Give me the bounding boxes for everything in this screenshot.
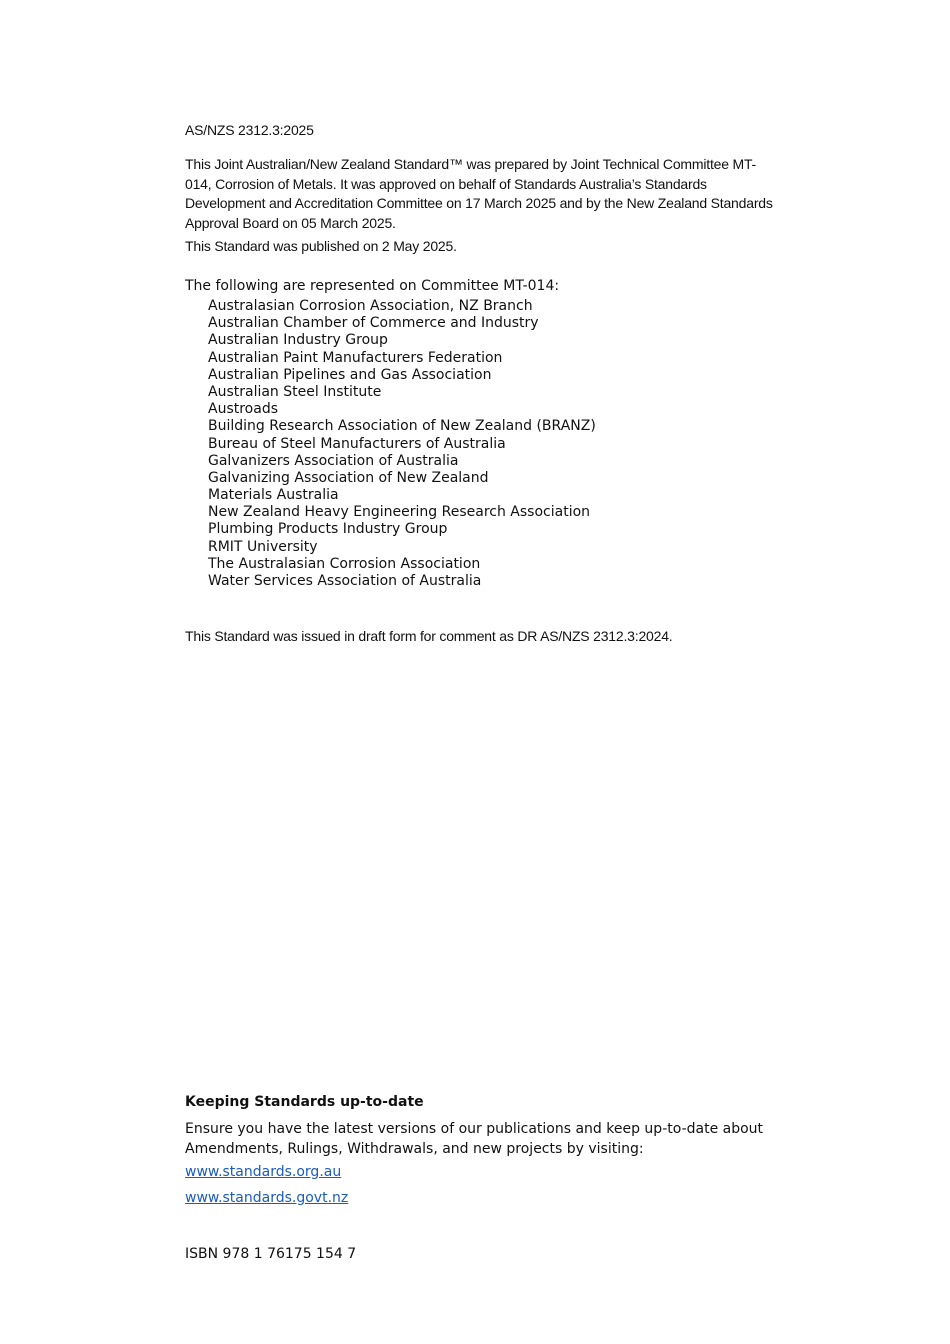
committee-member-item: Australasian Corrosion Association, NZ Branch [208,298,533,314]
committee-member-item: Building Research Association of New Zealand (BRANZ) [208,418,596,435]
committee-member-item: Galvanizing Association of New Zealand [208,469,489,486]
keeping-up-to-date-text: Ensure you have the latest versions of our publications and keep up-to-date about Amendments, Rulings, Withdrawals, and new projects by visiting: [185,1121,764,1157]
committee-member-item: Materials Australia [208,487,339,504]
committee-member-item: RMIT University [208,538,318,555]
committee-member-list [208,298,596,590]
committee-member-item: The Australasian Corrosion Association [208,555,481,572]
document-designation: AS/NZS 2312.3:2025 [185,122,314,138]
committee-member-item: Bureau of Steel Manufacturers of Australia [208,435,506,452]
standards-australia-link[interactable]: www.standards.org.au [185,1164,342,1180]
committee-member-item: Water Services Association of Australia [208,573,482,589]
draft-note: This Standard was issued in draft form for comment as DR AS/NZS 2312.3:2024. [185,628,673,644]
committee-member-item: Australian Steel Institute [208,383,382,400]
isbn-number: ISBN 978 1 76175 154 7 [185,1246,357,1262]
committee-member-item: Australian Paint Manufacturers Federation [208,349,503,366]
committee-member-item: Australian Chamber of Commerce and Industry [208,315,539,332]
committee-member-item: Australian Industry Group [208,332,388,349]
committee-member-item: New Zealand Heavy Engineering Research Association [208,504,591,521]
committee-intro-paragraph: This Joint Australian/New Zealand Standard™ was prepared by Joint Technical Committee MT-014, Corrosion of Metals. It was approved on behalf of Standards Australia’s Standards Development and Accreditation Committee on 17 March 2025 and by the New Zealand Standards Approval Board on 05 March 2025. [185,156,773,231]
publication-date-note: This Standard was published on 2 May 2025. [185,238,457,254]
committee-member-item: Plumbing Products Industry Group [208,521,448,538]
committee-member-item: Australian Pipelines and Gas Association [208,366,492,383]
committee-member-item: Galvanizers Association of Australia [208,452,459,469]
committee-member-item: Austroads [208,401,279,418]
committee-heading: The following are represented on Committee MT-014: [185,278,560,294]
standards-nz-link[interactable]: www.standards.govt.nz [185,1190,349,1206]
keeping-up-to-date-title: Keeping Standards up-to-date [185,1094,424,1110]
